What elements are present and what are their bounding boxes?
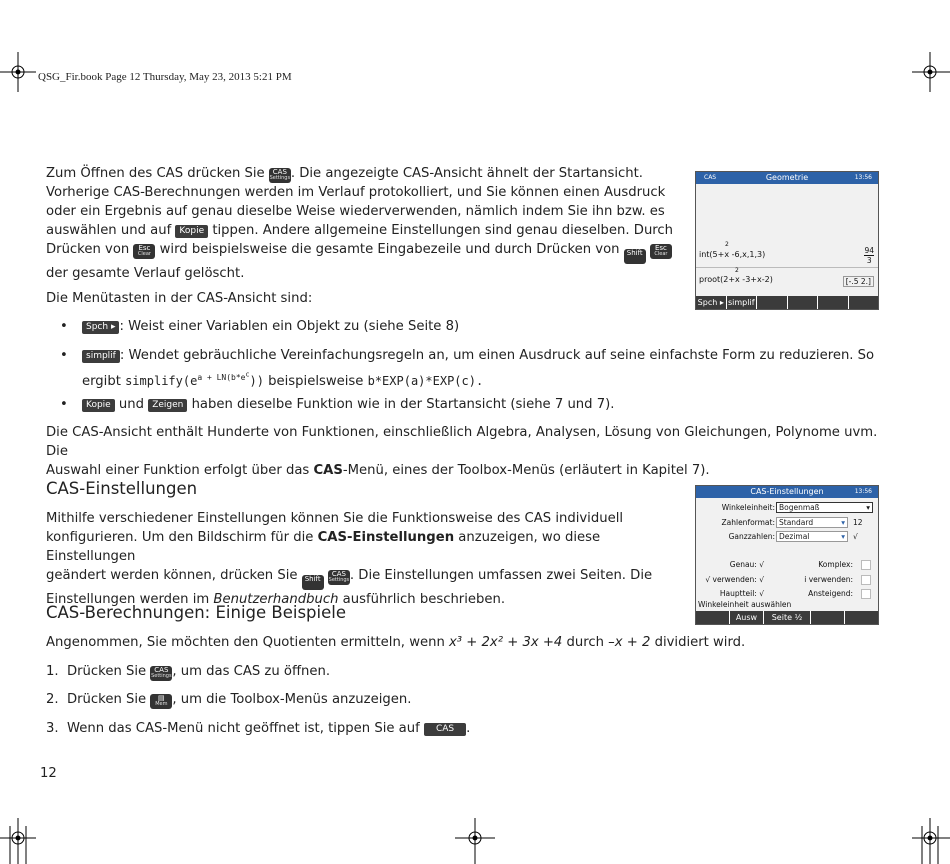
field-label: Komplex: (818, 560, 853, 569)
bullet-spch: Spch ▸ : Weist einer Variablen ein Objekt zu (siehe Seite 8) (82, 317, 459, 336)
shift-key-icon: Shift (302, 575, 324, 590)
field-label: Hauptteil: √ (719, 589, 764, 598)
checkmark: √ (853, 532, 858, 541)
softkey-bar (696, 296, 878, 309)
bullet-kopie-zeigen: Kopie und Zeigen haben dieselbe Funktion wie in der Startansicht (siehe 7 und 7). (82, 395, 614, 414)
shift-key-icon: Shift (624, 249, 646, 264)
field-label: √ verwenden: √ (705, 575, 764, 584)
history-result-2: [-.5 2.] (843, 276, 874, 287)
winkel-select: Bogenmaß ▾ (776, 502, 873, 513)
intro-text-1: Zum Öffnen des CAS drücken Sie (46, 166, 269, 181)
cas-functions-paragraph: Die CAS-Ansicht enthält Hunderte von Funktionen, einschließlich Algebra, Analysen, Lösung von Gleichungen, Polynome uvm. Die Auswahl einer Funktion erfolgt über das CAS-Menü, eines der Toolbox-Menüs (erläutert in Kapitel 7). (46, 425, 878, 478)
cas-key-icon: CAS Settings (151, 666, 172, 679)
examples-intro: Angenommen, Sie möchten den Quotienten ermitteln, wenn x³ + 2x² + 3x +4 durch –x + 2 dividiert wird. (46, 635, 746, 650)
field-label: i verwenden: (804, 575, 853, 584)
screen-title-bar: CAS-Einstellungen 13:56 (696, 486, 878, 498)
softkey-bar (696, 611, 878, 624)
history-result-1: 94 3 (864, 246, 874, 265)
history-line-1: int(5+x -6,x,1,3) 2 (699, 241, 766, 259)
field-label: Zahlenformat: (721, 518, 775, 527)
ansteigend-checkbox (861, 589, 871, 599)
softkey-empty (818, 296, 848, 309)
esc-key-icon: Esc Clear (133, 244, 155, 259)
esc-key-icon: Esc Clear (650, 244, 672, 259)
intro-text-4: wird beispielsweise die gesamte Eingabezeile und durch Drücken von (155, 242, 624, 257)
intro-text-2: . Die angezeigte CAS-Ansicht ähnelt der Startansicht. Vorherige CAS-Berechnungen werden im Verlauf protokolliert, und Sie können einen Ausdruck oder ein Ergebnis auf genau dieselbe Weise wiederverwenden, nämlich indem Sie ihn bzw. es auswählen und auf (46, 166, 666, 238)
toolbox-key-icon: ▤ Mem (150, 694, 172, 709)
step-3: 3. Wenn das CAS-Menü nicht geöffnet ist, tippen Sie auf CAS . (46, 721, 471, 736)
kopie-softkey: Kopie (82, 399, 115, 412)
softkey-empty (845, 611, 878, 624)
cas-view-screenshot (695, 171, 879, 310)
field-label: Ansteigend: (808, 589, 853, 598)
softkey-empty (811, 611, 844, 624)
zahlen-select: Standard ▾ (776, 517, 848, 528)
komplex-checkbox (861, 560, 871, 570)
bullet-dot: • (60, 397, 68, 412)
section-title-cas-examples: CAS-Berechnungen: Einige Beispiele (46, 603, 346, 622)
bullet-simplif: simplif : Wendet gebräuchliche Vereinfachungsregeln an, um einen Ausdruck auf seine einfachste Form zu reduzieren. So ergibt $simplify(e^{a + LN(b*e^c})$) beispielsweise b*EXP(a)*EXP(c). (82, 348, 875, 390)
intro-paragraph (46, 164, 686, 283)
kopie-softkey: Kopie (175, 225, 208, 238)
spch-softkey: Spch ▸ (82, 321, 119, 334)
softkey-empty (696, 611, 729, 624)
ganz-select: Dezimal ▾ (776, 531, 848, 542)
field-label: Ganzzahlen: (728, 532, 775, 541)
intro-text-5: der gesamte Verlauf gelöscht. (46, 266, 245, 281)
softkey-simplif: simplif (727, 298, 755, 307)
softkey-spch: Spch ▸ (697, 298, 724, 307)
intro-text-3: tippen. Andere allgemeine Einstellungen sind genau dieselben. Durch Drücken von (46, 223, 674, 257)
menu-intro: Die Menütasten in der CAS-Ansicht sind: (46, 291, 313, 306)
section-title-cas-settings: CAS-Einstellungen (46, 479, 198, 498)
i-verwenden-checkbox (861, 575, 871, 585)
field-label: Winkeleinheit: (721, 503, 775, 512)
softkey-seite: Seite ½ (764, 611, 810, 624)
step-1: 1. Drücken Sie CAS Settings , um das CAS zu öffnen. (46, 664, 331, 679)
softkey-empty (757, 296, 787, 309)
file-header: QSG_Fir.book Page 12 Thursday, May 23, 2013 5:21 PM (38, 71, 292, 83)
field-label: Genau: √ (729, 560, 764, 569)
digits-value: 12 (853, 518, 863, 527)
screen-title-bar: CAS Geometrie 13:56 (696, 172, 878, 184)
cas-settings-paragraph: Mithilfe verschiedener Einstellungen können Sie die Funktionsweise des CAS individuell konfigurieren. Um den Bildschirm für die CAS-Einstellungen anzuzeigen, wo diese Einstellungen geändert werden können, drücken Sie Shift CAS Settings . Die Einstellungen umfassen zwei Seiten. Die Einstellungen werden im Benutzerhandbuch ausführlich beschrieben. (46, 511, 653, 607)
softkey-ausw: Ausw (730, 611, 763, 624)
bullet-dot: • (60, 319, 68, 334)
history-line-2: proot(2+x -3+x-2) 2 (699, 267, 773, 284)
cas-key-icon: CAS Settings (328, 570, 350, 583)
simplif-softkey: simplif (82, 350, 120, 363)
bullet-dot: • (60, 348, 68, 363)
status-line: Winkeleinheit auswählen (698, 600, 792, 609)
step-2: 2. Drücken Sie ▤ Mem , um die Toolbox-Menüs anzuzeigen. (46, 692, 412, 707)
zeigen-softkey: Zeigen (148, 399, 187, 412)
softkey-empty (849, 296, 879, 309)
page-number: 12 (40, 766, 57, 781)
cas-settings-screenshot (695, 485, 879, 625)
cas-key-icon: CAS Settings (269, 168, 291, 181)
cas-softkey: CAS (424, 723, 466, 736)
softkey-empty (788, 296, 818, 309)
